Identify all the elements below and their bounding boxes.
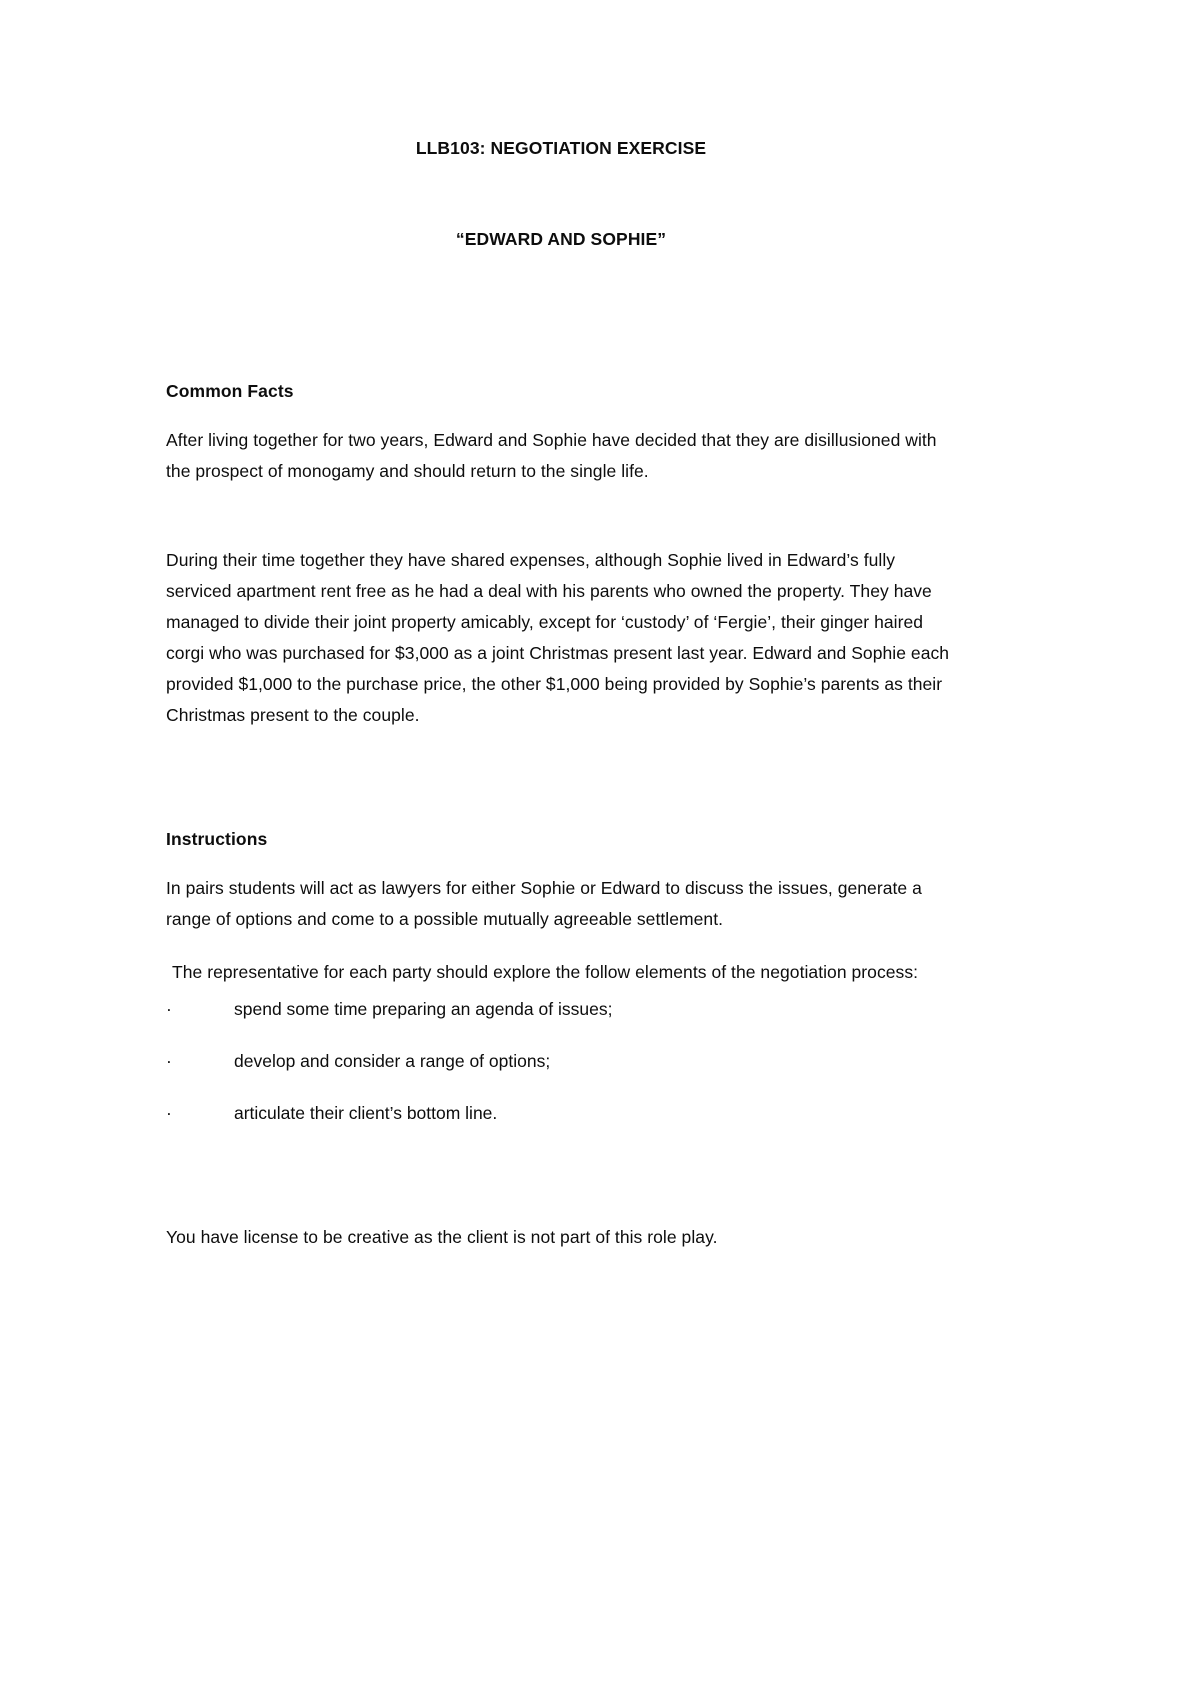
paragraph-common-facts-2: During their time together they have shared expenses, although Sophie lived in Edward’s fully serviced apartment rent free as he had a deal with his parents who owned the property. They have managed to divide their joint property amicably, except for ‘custody’ of ‘Fergie’, their ginger haired corgi who was purchased for $3,000 as a joint Christmas present last year. Edward and Sophie each provided $1,000 to the purchase price, the other $1,000 being provided by Sophie’s parents as their Christmas present to the couple.: [166, 550, 950, 725]
heading-common-facts: Common Facts: [166, 381, 294, 401]
list-item: [166, 1098, 956, 1129]
document-title: LLB103: NEGOTIATION EXERCISE: [415, 138, 707, 158]
document-subtitle: “EDWARD AND SOPHIE”: [455, 229, 667, 249]
heading-instructions: Instructions: [166, 829, 268, 849]
list-item-label: spend some time preparing an agenda of issues;: [234, 999, 613, 1019]
spacer-after-instructions-heading: [166, 850, 956, 873]
bullet-marker-icon: ·: [166, 1103, 172, 1123]
spacer-before-instructions: [166, 731, 956, 829]
spacer-before-common-facts: [166, 250, 956, 381]
list-item: [166, 1046, 956, 1077]
paragraph-instructions-2: The representative for each party should explore the follow elements of the negotiation process:: [172, 962, 919, 982]
spacer-after-common-facts-heading: [166, 402, 956, 425]
bullet-marker-icon: ·: [166, 1051, 172, 1071]
spacer-before-instructions-paragraph-2: [166, 935, 956, 957]
paragraph-common-facts-1: After living together for two years, Edward and Sophie have decided that they are disillusioned with the prospect of monogamy and should return to the single life.: [166, 430, 937, 481]
document-content: [166, 0, 956, 1253]
paragraph-closing: You have license to be creative as the client is not part of this role play.: [166, 1227, 718, 1247]
list-item-label: develop and consider a range of options;: [234, 1051, 551, 1071]
bullet-marker-icon: ·: [166, 999, 172, 1019]
negotiation-elements-list: [166, 994, 956, 1129]
paragraph-instructions-1: In pairs students will act as lawyers for either Sophie or Edward to discuss the issues, generate a range of options and come to a possible mutually agreeable settlement.: [166, 878, 922, 929]
list-item-label: articulate their client’s bottom line.: [234, 1103, 498, 1123]
list-item: [166, 994, 956, 1025]
spacer-between-common-facts-paragraphs: [166, 487, 956, 545]
spacer-before-closing: [166, 1150, 956, 1222]
